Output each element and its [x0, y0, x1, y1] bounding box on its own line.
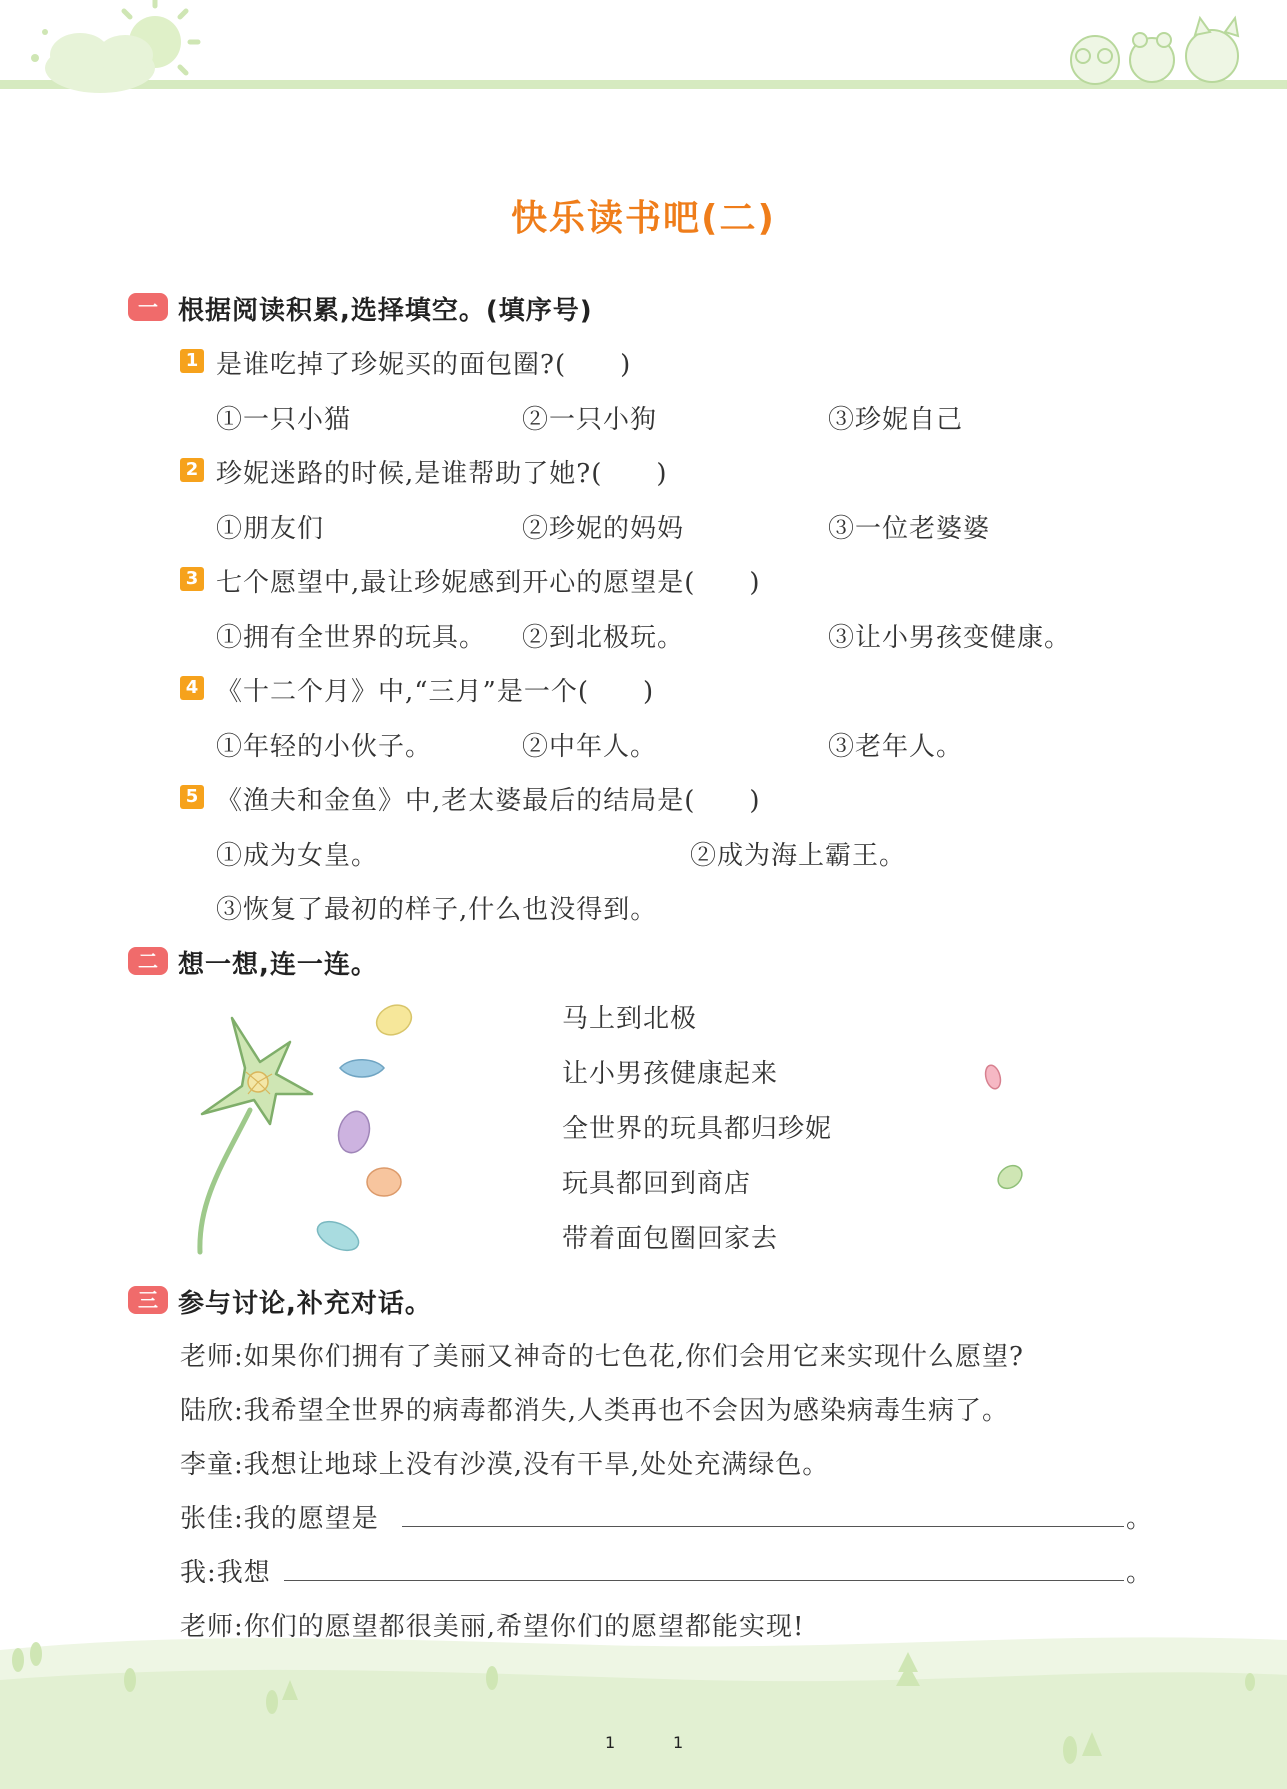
question-number: 4 [180, 676, 204, 700]
seven-color-flower-icon [202, 1018, 312, 1124]
petal-blue-icon [336, 1054, 388, 1084]
section-heading-2: 想一想,连一连。 [178, 950, 378, 980]
match-item: 带着面包圈回家去 [562, 1224, 779, 1254]
section-badge-2: 二 [128, 947, 168, 975]
petal-green-icon [992, 1160, 1028, 1194]
petal-pink-icon [982, 1062, 1004, 1092]
petal-purple-icon [334, 1108, 374, 1156]
cloud-icon [45, 33, 155, 93]
dialogue-line: 李童:我想让地球上没有沙漠,没有干旱,处处充满绿色。 [180, 1450, 830, 1480]
section-heading-3: 参与讨论,补充对话。 [178, 1289, 432, 1319]
answer-line-1[interactable] [402, 1526, 1124, 1527]
option: ①年轻的小伙子。 [216, 732, 433, 762]
question-number: 2 [180, 458, 204, 482]
option: ③恢复了最初的样子,什么也没得到。 [216, 895, 658, 925]
question-number: 1 [180, 349, 204, 373]
page-title: 快乐读书吧(二) [511, 198, 776, 239]
option: ①成为女皇。 [216, 841, 379, 871]
option: ③让小男孩变健康。 [828, 623, 1072, 653]
question-text: 七个愿望中,最让珍妮感到开心的愿望是( ) [216, 568, 761, 598]
option: ③老年人。 [828, 732, 964, 762]
petal-yellow-icon [372, 1000, 416, 1040]
question-number: 3 [180, 567, 204, 591]
petal-cyan-icon [312, 1218, 364, 1254]
option: ②中年人。 [522, 732, 658, 762]
dialogue-line: 陆欣:我希望全世界的病毒都消失,人类再也不会因为感染病毒生病了。 [180, 1396, 1010, 1426]
page-number: 1 [605, 1733, 616, 1752]
option: ②成为海上霸王。 [690, 841, 907, 871]
animal-faces-icon [1071, 18, 1238, 84]
dialogue-prefix: 我:我想 [180, 1558, 271, 1588]
option: ②到北极玩。 [522, 623, 685, 653]
option: ①拥有全世界的玩具。 [216, 623, 487, 653]
period: 。 [1126, 1558, 1154, 1588]
option: ②珍妮的妈妈 [522, 514, 685, 544]
answer-line-2[interactable] [284, 1580, 1124, 1581]
option: ③一位老婆婆 [828, 514, 991, 544]
option: ①朋友们 [216, 514, 325, 544]
dialogue-prefix: 张佳:我的愿望是 [180, 1504, 379, 1534]
footer-hills [0, 1620, 1287, 1789]
dialogue-line: 老师:你们的愿望都很美丽,希望你们的愿望都能实现! [180, 1612, 805, 1642]
question-text: 《十二个月》中,“三月”是一个( ) [216, 677, 655, 707]
question-number: 5 [180, 785, 204, 809]
section-badge-3: 三 [128, 1286, 168, 1314]
question-text: 《渔夫和金鱼》中,老太婆最后的结局是( ) [216, 786, 761, 816]
header-decoration [0, 0, 1287, 110]
period: 。 [1126, 1504, 1154, 1534]
option: ③珍妮自己 [828, 405, 964, 435]
star-icon [31, 29, 48, 62]
section-badge-1: 一 [128, 293, 168, 321]
page-number: 1 [673, 1733, 684, 1752]
option: ①一只小猫 [216, 405, 352, 435]
option: ②一只小狗 [522, 405, 658, 435]
match-item: 玩具都回到商店 [562, 1169, 752, 1199]
question-text: 珍妮迷路的时候,是谁帮助了她?( ) [216, 459, 668, 489]
section-heading-1: 根据阅读积累,选择填空。(填序号) [178, 296, 593, 326]
match-item: 让小男孩健康起来 [562, 1059, 779, 1089]
match-item: 全世界的玩具都归珍妮 [562, 1114, 833, 1144]
petal-orange-icon [364, 1164, 404, 1200]
match-item: 马上到北极 [562, 1004, 698, 1034]
dialogue-line: 老师:如果你们拥有了美丽又神奇的七色花,你们会用它来实现什么愿望? [180, 1342, 1024, 1372]
question-text: 是谁吃掉了珍妮买的面包圈?( ) [216, 350, 632, 380]
